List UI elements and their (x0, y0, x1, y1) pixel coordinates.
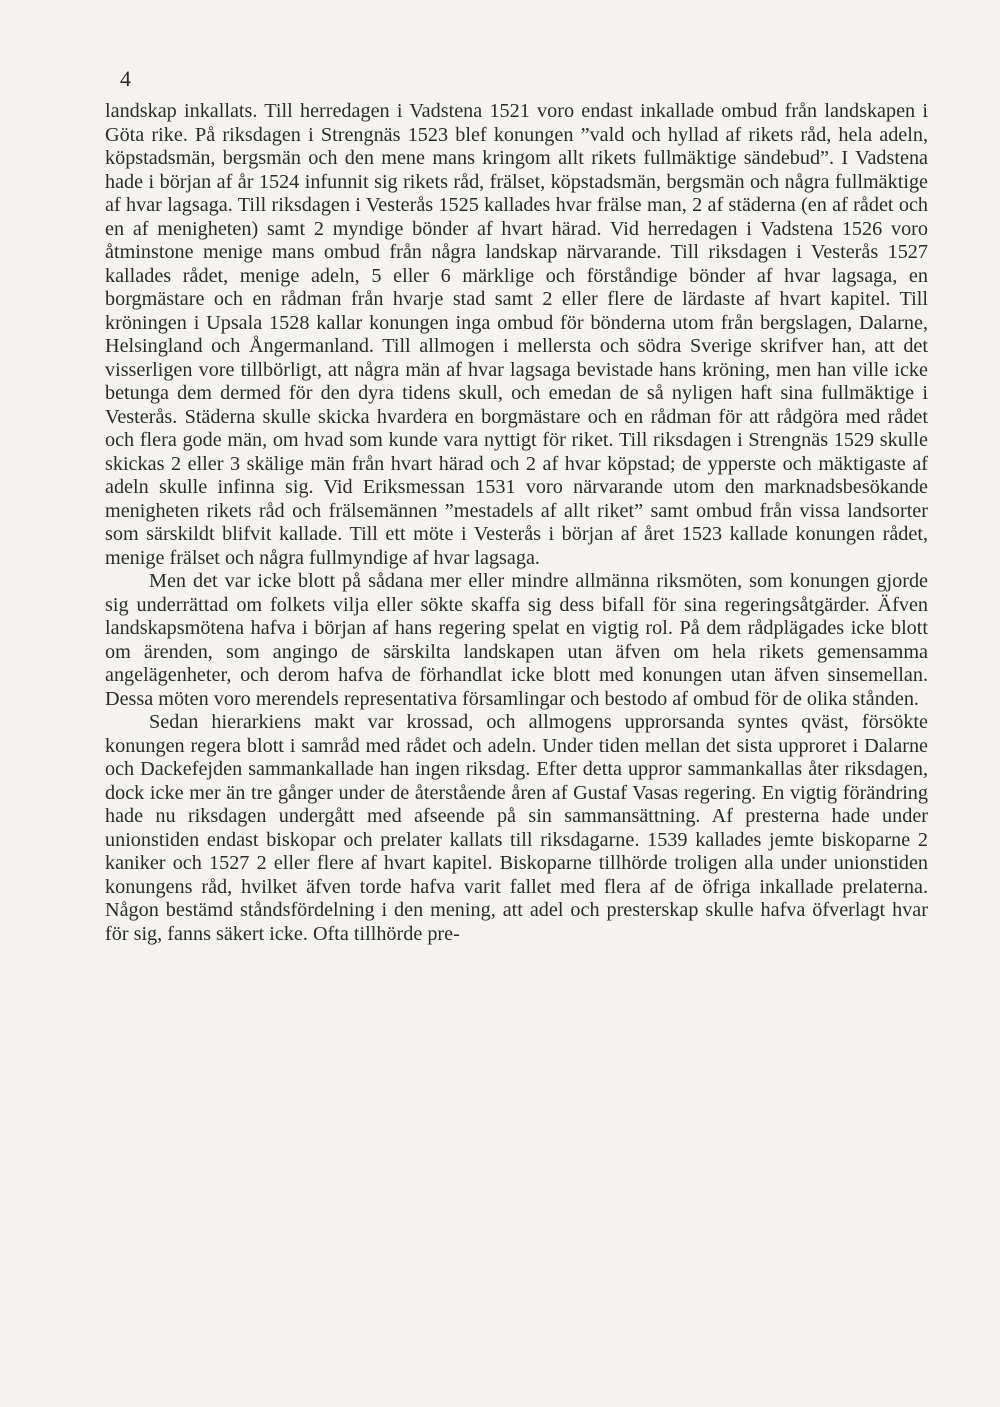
page-number: 4 (120, 66, 131, 91)
paragraph-1: landskap inkallats. Till herredagen i Vadstena 1521 voro endast inkallade ombud från landskapen i Göta rike. På riksdagen i Strengnäs 1523 blef konungen ”vald och hyllad af rikets råd, hela adeln, köpstadsmän, bergsmän och den mene mans kringom allt rikets fullmäktige sändebud”. I Vadstena hade i början af år 1524 infunnit sig rikets råd, frälset, köpstadsmän, bergsmän och några fullmäktige af hvar lagsaga. Till riksdagen i Vesterås 1525 kallades hvar frälse man, 2 af städerna (en af rådet och en af menigheten) samt 2 myndige bönder af hvart härad. Vid herredagen i Vadstena 1526 voro åtminstone menige mans ombud från några landskap närvarande. Till riksdagen i Vesterås 1527 kallades rådet, menige adeln, 5 eller 6 märklige och förståndige bönder af hvar lagsaga, en borgmästare och en rådman från hvarje stad samt 2 eller flere de lärdaste af hvart kapitel. Till kröningen i Upsala 1528 kallar konungen inga ombud för bönderna utom från bergslagen, Dalarne, Helsingland och Ångermanland. Till allmogen i mellersta och södra Sverige skrifver han, att det visserligen vore tillbörligt, att några män af hvar lagsaga bevistade hans kröning, men han ville icke betunga dem dermed för den dyra tidens skull, och emedan de så nyligen haft sina fullmäktige i Vesterås. Städerna skulle skicka hvardera en borgmästare och en rådman för att rådgöra med rådet och flera gode män, om hvad som kunde vara nyttigt för riket. Till riksdagen i Strengnäs 1529 skulle skickas 2 eller 3 skälige män från hvart härad och 2 af hvar köpstad; de ypperste och mäktigaste af adeln skulle infinna sig. Vid Eriksmessan 1531 voro närvarande utom den marknadsbesökande menigheten rikets råd och frälsemännen ”mestadels af allt riket” samt ombud från vissa landsorter som särskildt blifvit kallade. Till ett möte i Vesterås i början af året 1523 kallade konungen rådet, menige frälset och några fullmyndige af hvar lagsaga. (105, 100, 928, 569)
body-text (105, 100, 928, 946)
paragraph-2: Men det var icke blott på sådana mer eller mindre allmänna riksmöten, som konungen gjorde sig underrättad om folkets vilja eller sökte skaffa sig dess bifall för sina regeringsåtgärder. Äfven landskapsmötena hafva i början af hans regering spelat en vigtig rol. På dem rådplägades icke blott om ärenden, som angingo de särskilta landskapen utan äfven om hela rikets gemensamma angelägenheter, och derom hafva de förhandlat icke blott med konungen utan äfven sinsemellan. Dessa möten voro merendels representativa församlingar och bestodo af ombud för de olika stånden. (105, 570, 928, 710)
paragraph-3: Sedan hierarkiens makt var krossad, och allmogens upprorsanda syntes qväst, försökte konungen regera blott i samråd med rådet och adeln. Under tiden mellan det sista upproret i Dalarne och Dackefejden sammankallade han ingen riksdag. Efter detta uppror sammankallas åter riksdagen, dock icke mer än tre gånger under de återstående åren af Gustaf Vasas regering. En vigtig förändring hade nu riksdagen undergått med afseende på sin sammansättning. Af presterna hade under unionstiden endast biskopar och prelater kallats till riksdagarne. 1539 kallades jemte biskoparne 2 kaniker och 1527 2 eller flere af hvart kapitel. Biskoparne tillhörde troligen alla under unionstiden konungens råd, hvilket äfven torde hafva varit fallet med flera af de öfriga inkallade prelaterna. Någon bestämd ståndsfördelning i den mening, att adel och presterskap skulle hafva öfverlagt hvar för sig, fanns säkert icke. Ofta tillhörde pre- (105, 711, 928, 945)
